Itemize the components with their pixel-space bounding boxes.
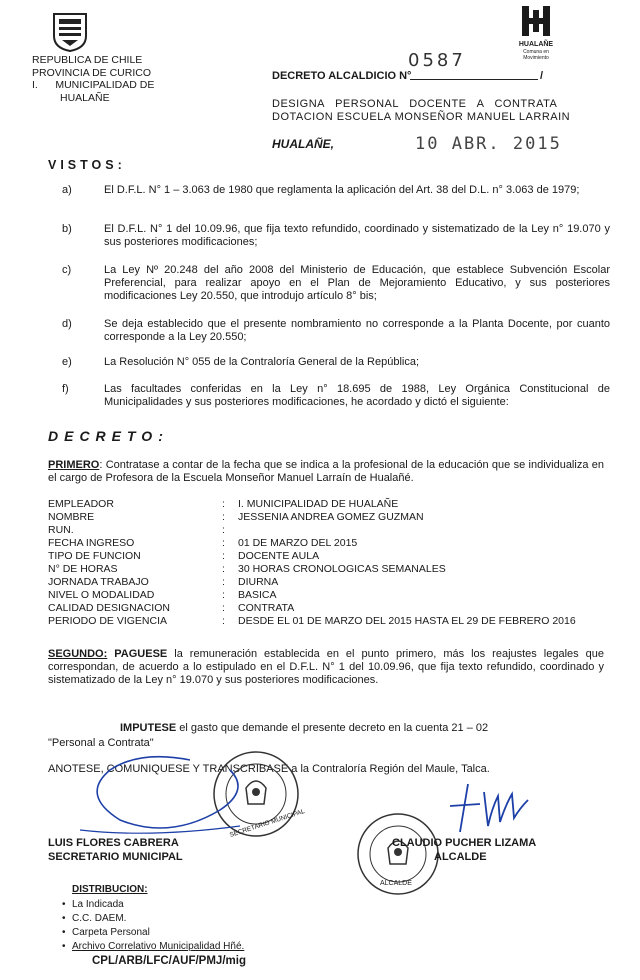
secretario-role: SECRETARIO MUNICIPAL	[48, 851, 183, 863]
vistos-item-text: El D.F.L. N° 1 del 10.09.96, que fija texto refundido, coordinado y sistematizado de la Ley n° 19.070 y sus posteriores modificaciones;	[104, 223, 610, 248]
decree-subject	[272, 98, 570, 123]
vistos-heading: VISTOS:	[48, 158, 126, 172]
distribution-item: • C.C. DAEM.	[72, 912, 244, 926]
signature-left	[48, 836, 183, 864]
alcalde-signature	[440, 778, 560, 834]
field-value: CONTRATA	[238, 602, 295, 614]
decree-date-stamp: 10 ABR. 2015	[415, 134, 562, 154]
secretario-signature	[60, 750, 300, 840]
field-key: JORNADA TRABAJO	[48, 576, 149, 588]
field-key: NIVEL O MODALIDAD	[48, 589, 155, 601]
hh-logo-icon	[519, 4, 553, 38]
field-row: N° DE HORAS : 30 HORAS CRONOLOGICAS SEMANALES	[48, 563, 446, 575]
header-line-3: I. MUNICIPALIDAD DE	[32, 79, 155, 91]
distribution-item: • Carpeta Personal	[72, 926, 244, 940]
field-value: DOCENTE AULA	[238, 550, 320, 562]
vistos-item-letter: e)	[62, 356, 72, 368]
decree-subject-line-2: DOTACION ESCUELA MONSEÑOR MANUEL LARRAIN	[272, 110, 571, 123]
imputese-paragraph	[48, 722, 604, 735]
decree-number-stamp: 0587	[408, 50, 466, 71]
header-line-2: PROVINCIA DE CURICO	[32, 66, 152, 79]
stamp-left-text: SECRETARIO MUNICIPAL	[228, 808, 306, 839]
header-line-1: REPUBLICA DE CHILE	[32, 54, 143, 66]
vistos-item-letter: f)	[62, 383, 69, 395]
vistos-item	[62, 383, 610, 409]
field-value: I. MUNICIPALIDAD DE HUALAÑE	[238, 498, 399, 510]
decreto-heading: DECRETO:	[48, 428, 169, 444]
vistos-item	[62, 223, 610, 249]
brand-subtitle: Comuna en Movimiento	[523, 49, 549, 61]
imputese-bold-word: IMPUTESE	[120, 722, 177, 734]
field-row: CALIDAD DESIGNACION : CONTRATA	[48, 602, 295, 614]
field-row: JORNADA TRABAJO : DIURNA	[48, 576, 279, 588]
field-row: NOMBRE : JESSENIA ANDREA GOMEZ GUZMAN	[48, 511, 424, 523]
vistos-item	[62, 264, 610, 303]
vistos-item	[62, 356, 610, 369]
distribution-list	[72, 898, 244, 954]
employee-fields	[48, 498, 608, 628]
header-line-4: HUALAÑE	[60, 91, 110, 104]
signature-right	[392, 836, 536, 864]
distribution-item: • Archivo Correlativo Municipalidad Hñé.	[72, 940, 244, 954]
segundo-text: la remuneración establecida en el punto primero, más los reajustes legales que correspondan, de acuerdo a lo estipulado en el D.F.L. N° 1 del 10.09.96, que fija texto refundido, coordinado y sistematizado de la Ley n° 19.070 y sus posteriores modificaciones.	[48, 648, 604, 686]
field-row: FECHA INGRESO : 01 DE MARZO DEL 2015	[48, 537, 358, 549]
segundo-paragraph	[48, 648, 604, 687]
vistos-item-letter: b)	[62, 223, 72, 235]
field-key: NOMBRE	[48, 511, 95, 523]
segundo-label: SEGUNDO:	[48, 648, 108, 660]
anotese-line: ANOTESE, COMUNIQUESE Y TRANSCRIBASE a la Contraloría Región del Maule, Talca.	[48, 763, 490, 775]
secretario-name: LUIS FLORES CABRERA	[48, 837, 179, 849]
vistos-item-text: El D.F.L. N° 1 – 3.063 de 1980 que reglamenta la aplicación del Art. 38 del D.L. n° 3.063 de 1979;	[104, 184, 580, 196]
brand-name: HUALAÑE	[518, 41, 554, 48]
field-value: 01 DE MARZO DEL 2015	[238, 537, 358, 549]
field-value: 30 HORAS CRONOLOGICAS SEMANALES	[238, 563, 446, 575]
field-row: NIVEL O MODALIDAD : BASICA	[48, 589, 277, 601]
municipal-seal-logo	[50, 10, 90, 52]
initials-line: CPL/ARB/LFC/AUF/PMJ/mig	[92, 955, 246, 967]
field-key: EMPLEADOR	[48, 498, 114, 510]
field-key: PERIODO DE VIGENCIA	[48, 615, 168, 627]
primero-paragraph	[48, 459, 604, 485]
vistos-item-letter: a)	[62, 184, 72, 196]
field-key: TIPO DE FUNCION	[48, 550, 141, 562]
alcalde-name: CLAUDIO PUCHER LIZAMA	[392, 837, 537, 849]
segundo-bold-word: PAGUESE	[114, 648, 168, 660]
distribution-item: • La Indicada	[72, 898, 244, 912]
field-value: BASICA	[238, 589, 277, 601]
field-key: FECHA INGRESO	[48, 537, 135, 549]
decree-number-line	[410, 79, 538, 80]
field-row: EMPLEADOR : I. MUNICIPALIDAD DE HUALAÑE	[48, 498, 399, 510]
institution-header	[32, 54, 154, 104]
decree-subject-line-1: DESIGNA PERSONAL DOCENTE A CONTRATA	[272, 98, 558, 110]
field-row: RUN. :	[48, 524, 225, 536]
field-value: DIURNA	[238, 576, 279, 588]
decree-title: DECRETO ALCALDICIO N°	[272, 70, 412, 82]
field-row: PERIODO DE VIGENCIA : DESDE EL 01 DE MARZO DEL 2015 HASTA EL 29 DE FEBRERO 2016	[48, 615, 576, 627]
field-value: JESSENIA ANDREA GOMEZ GUZMAN	[238, 511, 424, 523]
decree-slash: /	[540, 70, 544, 82]
imputese-text: el gasto que demande el presente decreto en la cuenta 21 – 02	[176, 722, 489, 734]
field-key: CALIDAD DESIGNACION	[48, 602, 170, 614]
field-row: TIPO DE FUNCION : DOCENTE AULA	[48, 550, 320, 562]
field-key: RUN.	[48, 524, 74, 536]
field-value: DESDE EL 01 DE MARZO DEL 2015 HASTA EL 29 DE FEBRERO 2016	[238, 615, 576, 627]
alcalde-role: ALCALDE	[434, 851, 487, 863]
hualane-brand-logo	[512, 4, 560, 61]
vistos-item-text: Se deja establecido que el presente nombramiento no corresponde a la Planta Docente, por cuanto corresponde a la Ley 20.550;	[104, 318, 610, 343]
vistos-item-text: La Resolución N° 055 de la Contraloría General de la República;	[104, 356, 420, 368]
primero-label: PRIMERO	[48, 459, 100, 471]
vistos-item	[62, 318, 610, 344]
field-key: N° DE HORAS	[48, 563, 118, 575]
vistos-item-letter: d)	[62, 318, 72, 330]
distribution-heading: DISTRIBUCION:	[72, 884, 148, 895]
stamp-right-text: ALCALDE	[380, 880, 412, 887]
decree-place: HUALAÑE,	[272, 137, 334, 151]
vistos-item-letter: c)	[62, 264, 72, 276]
imputese-line-2: "Personal a Contrata"	[48, 737, 154, 749]
vistos-item	[62, 184, 610, 197]
primero-text: : Contratase a contar de la fecha que se indica a la profesional de la educación que se individualiza en el cargo de Profesora de la Escuela Monseñor Manuel Larraín de Hualañé.	[48, 459, 604, 484]
vistos-item-text: Las facultades conferidas en la Ley n° 18.695 de 1988, Ley Orgánica Constitucional de Municipalidades y sus posteriores modificaciones, he acordado y dictó el siguiente:	[104, 383, 610, 408]
vistos-item-text: La Ley Nº 20.248 del año 2008 del Ministerio de Educación, que establece Subvención Escolar Preferencial, para realizar apoyo en el Plan de Mejoramiento Educativo, y sus posteriores modificaciones Ley 20.550, que introdujo artículo 8° bis;	[104, 264, 610, 302]
